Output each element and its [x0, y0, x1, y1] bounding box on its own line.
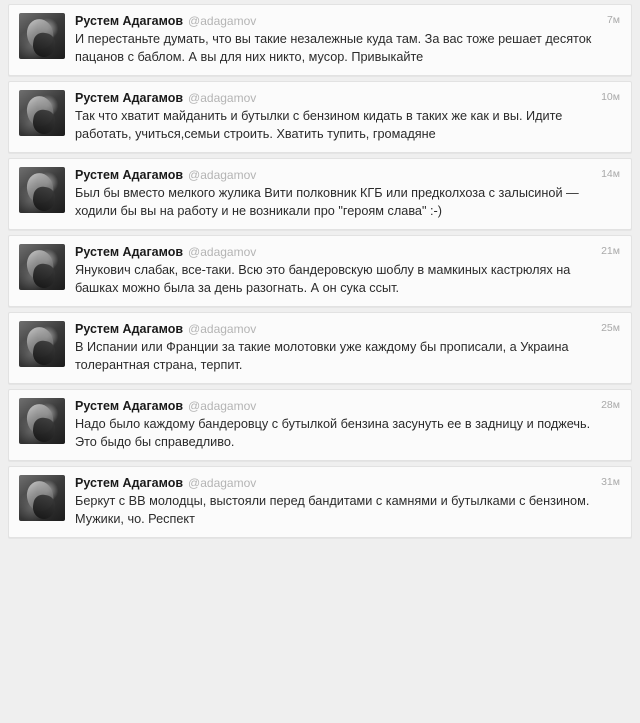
tweet-body [75, 13, 621, 66]
author-handle[interactable]: @adagamov [188, 245, 257, 259]
author-handle[interactable]: @adagamov [188, 14, 257, 28]
tweet-text: Беркут с ВВ молодцы, выстояли перед бандитами с камнями и бутылками с бензином. Мужики, чо. Респект [75, 494, 590, 526]
avatar-image-2[interactable] [19, 167, 65, 213]
author-name[interactable]: Рустем Адагамов [75, 399, 184, 413]
tweet-item-1[interactable] [8, 81, 632, 153]
avatar-image-5[interactable] [19, 398, 65, 444]
tweet-item-2[interactable] [8, 158, 632, 230]
author-handle[interactable]: @adagamov [188, 476, 257, 490]
tweet-header [75, 13, 595, 29]
tweet-body [75, 398, 621, 451]
tweet-timestamp: 31м [601, 476, 620, 488]
tweet-item-5[interactable] [8, 389, 632, 461]
tweet-timestamp: 7м [606, 14, 620, 26]
author-handle[interactable]: @adagamov [188, 168, 257, 182]
author-name[interactable]: Рустем Адагамов [75, 245, 184, 259]
author-name[interactable]: Рустем Адагамов [75, 14, 184, 28]
author-handle[interactable]: @adagamov [188, 91, 257, 105]
tweet-text: Так что хватит майданить и бутылки с бензином кидать в таких же как и вы. Идите работать, учиться,семьи строить. Хватить тупить, громадяне [75, 109, 563, 141]
avatar-image-0[interactable] [19, 13, 65, 59]
tweet-header [75, 90, 595, 106]
tweet-item-0[interactable] [8, 4, 632, 76]
avatar-image-6[interactable] [19, 475, 65, 521]
tweet-body [75, 90, 621, 143]
avatar-image-4[interactable] [19, 321, 65, 367]
tweet-header [75, 167, 595, 183]
tweet-text: В Испании или Франции за такие молотовки уже каждому бы прописали, а Украина толерантная страна, терпит. [75, 340, 569, 372]
tweet-text: Был бы вместо мелкого жулика Вити полковник КГБ или предколхоза с залысиной — ходили бы вы на работу и не возникали про "героям слава" :-) [75, 186, 579, 218]
tweet-timestamp: 10м [601, 91, 620, 103]
author-name[interactable]: Рустем Адагамов [75, 168, 184, 182]
avatar-image-1[interactable] [19, 90, 65, 136]
tweet-header [75, 244, 595, 260]
tweet-text: Янукович слабак, все-таки. Всю это бандеровскую шоблу в мамкиных кастрюлях на башках можно была за день разогнать. А он сука ссыт. [75, 263, 571, 295]
author-handle[interactable]: @adagamov [188, 399, 257, 413]
tweet-item-4[interactable] [8, 312, 632, 384]
tweet-text: Надо было каждому бандеровцу с бутылкой бензина засунуть ее в задницу и поджечь. Это быдо бы справедливо. [75, 417, 591, 449]
tweet-timestamp: 28м [601, 399, 620, 411]
tweet-timestamp: 21м [601, 245, 620, 257]
author-name[interactable]: Рустем Адагамов [75, 91, 184, 105]
tweet-body [75, 475, 621, 528]
tweet-body [75, 244, 621, 297]
tweet-item-3[interactable] [8, 235, 632, 307]
tweet-body [75, 321, 621, 374]
author-handle[interactable]: @adagamov [188, 322, 257, 336]
tweet-header [75, 321, 595, 337]
tweet-item-6[interactable] [8, 466, 632, 538]
author-name[interactable]: Рустем Адагамов [75, 476, 184, 490]
tweet-text: И перестаньте думать, что вы такие незалежные куда там. За вас тоже решает десяток пацанов с баблом. А вы для них никто, мусор. Привыкайте [75, 32, 592, 64]
avatar-image-3[interactable] [19, 244, 65, 290]
tweet-header [75, 398, 595, 414]
author-name[interactable]: Рустем Адагамов [75, 322, 184, 336]
tweet-header [75, 475, 595, 491]
tweet-timestamp: 14м [601, 168, 620, 180]
tweet-timestamp: 25м [601, 322, 620, 334]
tweet-body [75, 167, 621, 220]
